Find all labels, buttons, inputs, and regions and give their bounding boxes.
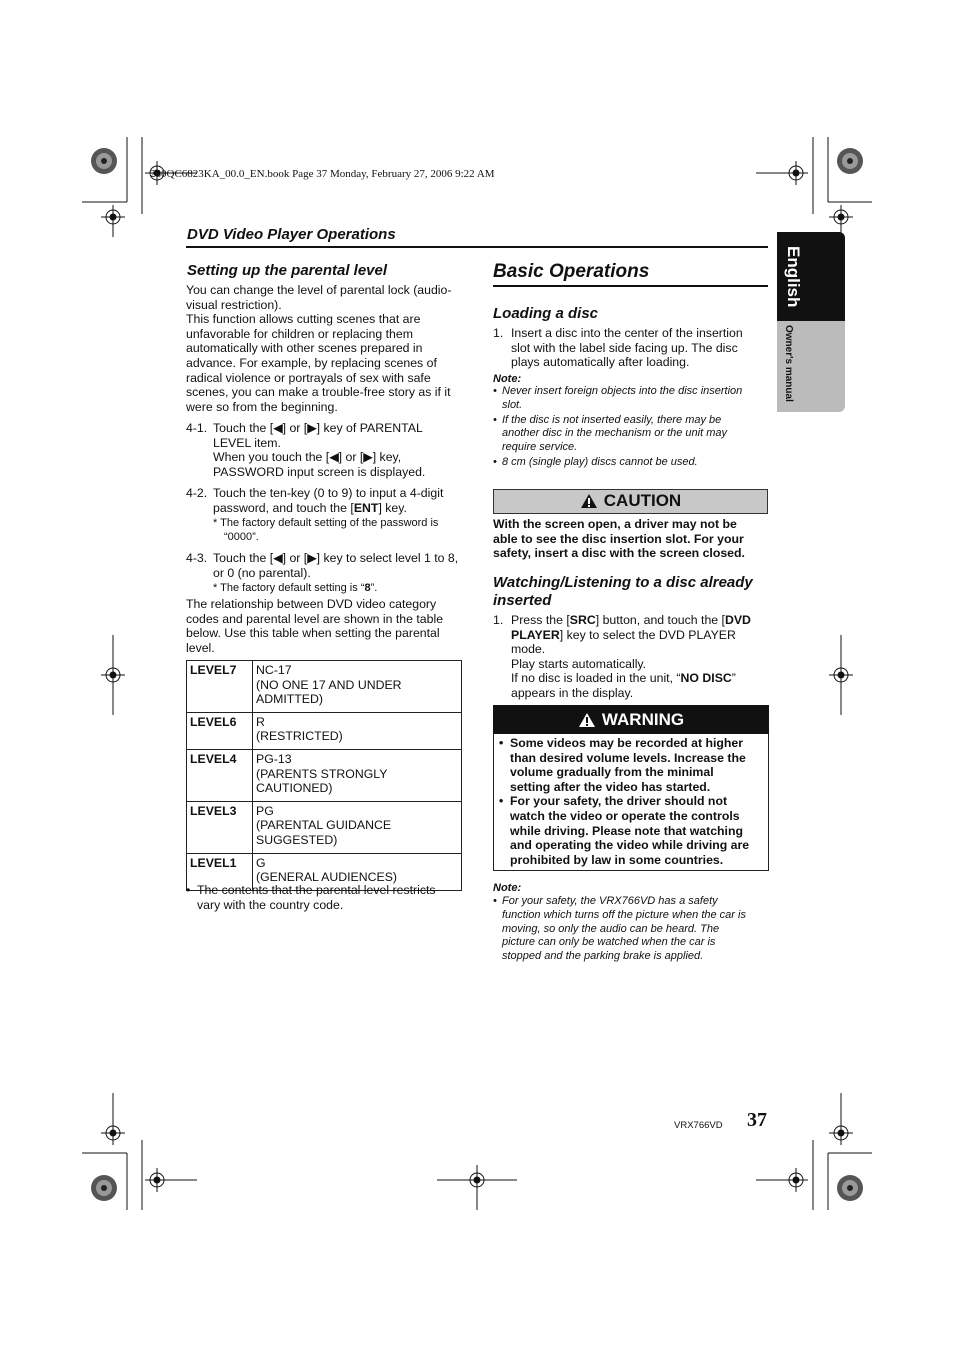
step-number: 4-1. (186, 421, 208, 435)
step-4-3: Touch the [◀] or [▶] key to select level 1 to 8, or 0 (no parental). (213, 551, 459, 580)
step-4-1: Touch the [◀] or [▶] key of PARENTAL LEVEL item. When you touch the [◀] or [▶] key, PASSWORD input screen is displayed. (213, 421, 426, 479)
watching-step: Press the [SRC] button, and touch the [DVD PLAYER] key to select the DVD PLAYER mode. Play starts automatically. If no disc is loaded in the unit, “NO DISC” appears in the display. (511, 613, 751, 700)
step-number: 4-2. (186, 486, 208, 500)
table-row: LEVEL7 NC-17 (NO ONE 17 AND UNDER ADMITTED) (187, 661, 462, 713)
watching-heading: Watching/Listening to a disc already inserted (493, 574, 753, 609)
step-4-2-note: * The factory default setting of the password is “0000”. (213, 517, 439, 543)
table-row: LEVEL1 G (GENERAL AUDIENCES) (187, 853, 462, 890)
relation-text: The relationship between DVD video category codes and parental level are shown in the table below. Use this table when setting the parental level. (186, 597, 444, 655)
note-label: Note: (493, 373, 522, 385)
table-row: LEVEL4 PG-13 (PARENTS STRONGLY CAUTIONED) (187, 749, 462, 801)
basic-operations-title: Basic Operations (493, 261, 650, 282)
loading-notes: • Never insert foreign objects into the disc insertion slot. • If the disc is not inserted easily, there may be another disc in the mechanism or the unit may require service. • 8 cm (single play) discs cannot be used. (493, 385, 743, 468)
table-row: LEVEL3 PG (PARENTAL GUIDANCE SUGGESTED) (187, 801, 462, 853)
country-code-bullet: The contents that the parental level restricts vary with the country code. (197, 883, 436, 912)
warning-label: WARNING (601, 709, 685, 729)
loading-step: Insert a disc into the center of the insertion slot with the label side facing up. The disc plays automatically after loading. (511, 326, 743, 370)
page-number: 37 (747, 1109, 767, 1131)
parental-level-table (186, 660, 462, 891)
warning-triangle-icon (578, 712, 596, 728)
print-header: 280QC6823KA_00.0_EN.book Page 37 Monday, February 27, 2006 9:22 AM (150, 168, 495, 180)
parental-heading: Setting up the parental level (187, 262, 388, 279)
caution-text: With the screen open, a driver may not be able to see the disc insertion slot. For your safety, insert a disc with the screen closed. (493, 517, 745, 561)
section-title: DVD Video Player Operations (187, 226, 396, 243)
model-number: VRX766VD (674, 1120, 723, 1131)
warning-header (493, 705, 769, 734)
parental-intro: You can change the level of parental lock (audio- visual restriction). This function allows cutting scenes that are unfavorable for children or replacing them automatically with other scenes prepared in advance. For example, by replacing scenes of radical violence or portrayals of sex with safe scenes, you can make a trouble-free story as if it were so from the beginning. (186, 283, 452, 414)
step-number: 1. (493, 326, 504, 340)
loading-heading: Loading a disc (493, 305, 599, 322)
manual-label: Owner's manual (783, 325, 794, 402)
table-row: LEVEL6 R (RESTRICTED) (187, 712, 462, 749)
language-label: English (784, 246, 803, 308)
step-number: 1. (493, 613, 504, 627)
warning-items: • Some videos may be recorded at higher than desired volume levels. Increase the volume gradually from the minimal setting after the video has started. • For your safety, the driver should not watch the video or operate the controls while driving. Please note that watching and operating the video while driving are prohibited by law in some countries. (499, 736, 750, 867)
caution-label: CAUTION (603, 491, 682, 510)
caution-header (493, 489, 768, 513)
step-4-2: Touch the ten-key (0 to 9) to input a 4-digit password, and touch the [ENT] key. (213, 486, 444, 515)
step-4-3-note: * The factory default setting is “8”. (213, 582, 378, 594)
note-label: Note: (493, 882, 522, 894)
warning-triangle-icon (580, 493, 598, 509)
section-rule (186, 246, 768, 248)
step-number: 4-3. (186, 551, 208, 565)
title-rule (493, 285, 768, 287)
safety-note: • For your safety, the VRX766VD has a safety function which turns off the picture when the car is moving, so only the audio can be heard. The picture can only be watched when the car is stopped and the parking brake is applied. (493, 895, 746, 963)
bullet-dot: • (186, 883, 191, 897)
